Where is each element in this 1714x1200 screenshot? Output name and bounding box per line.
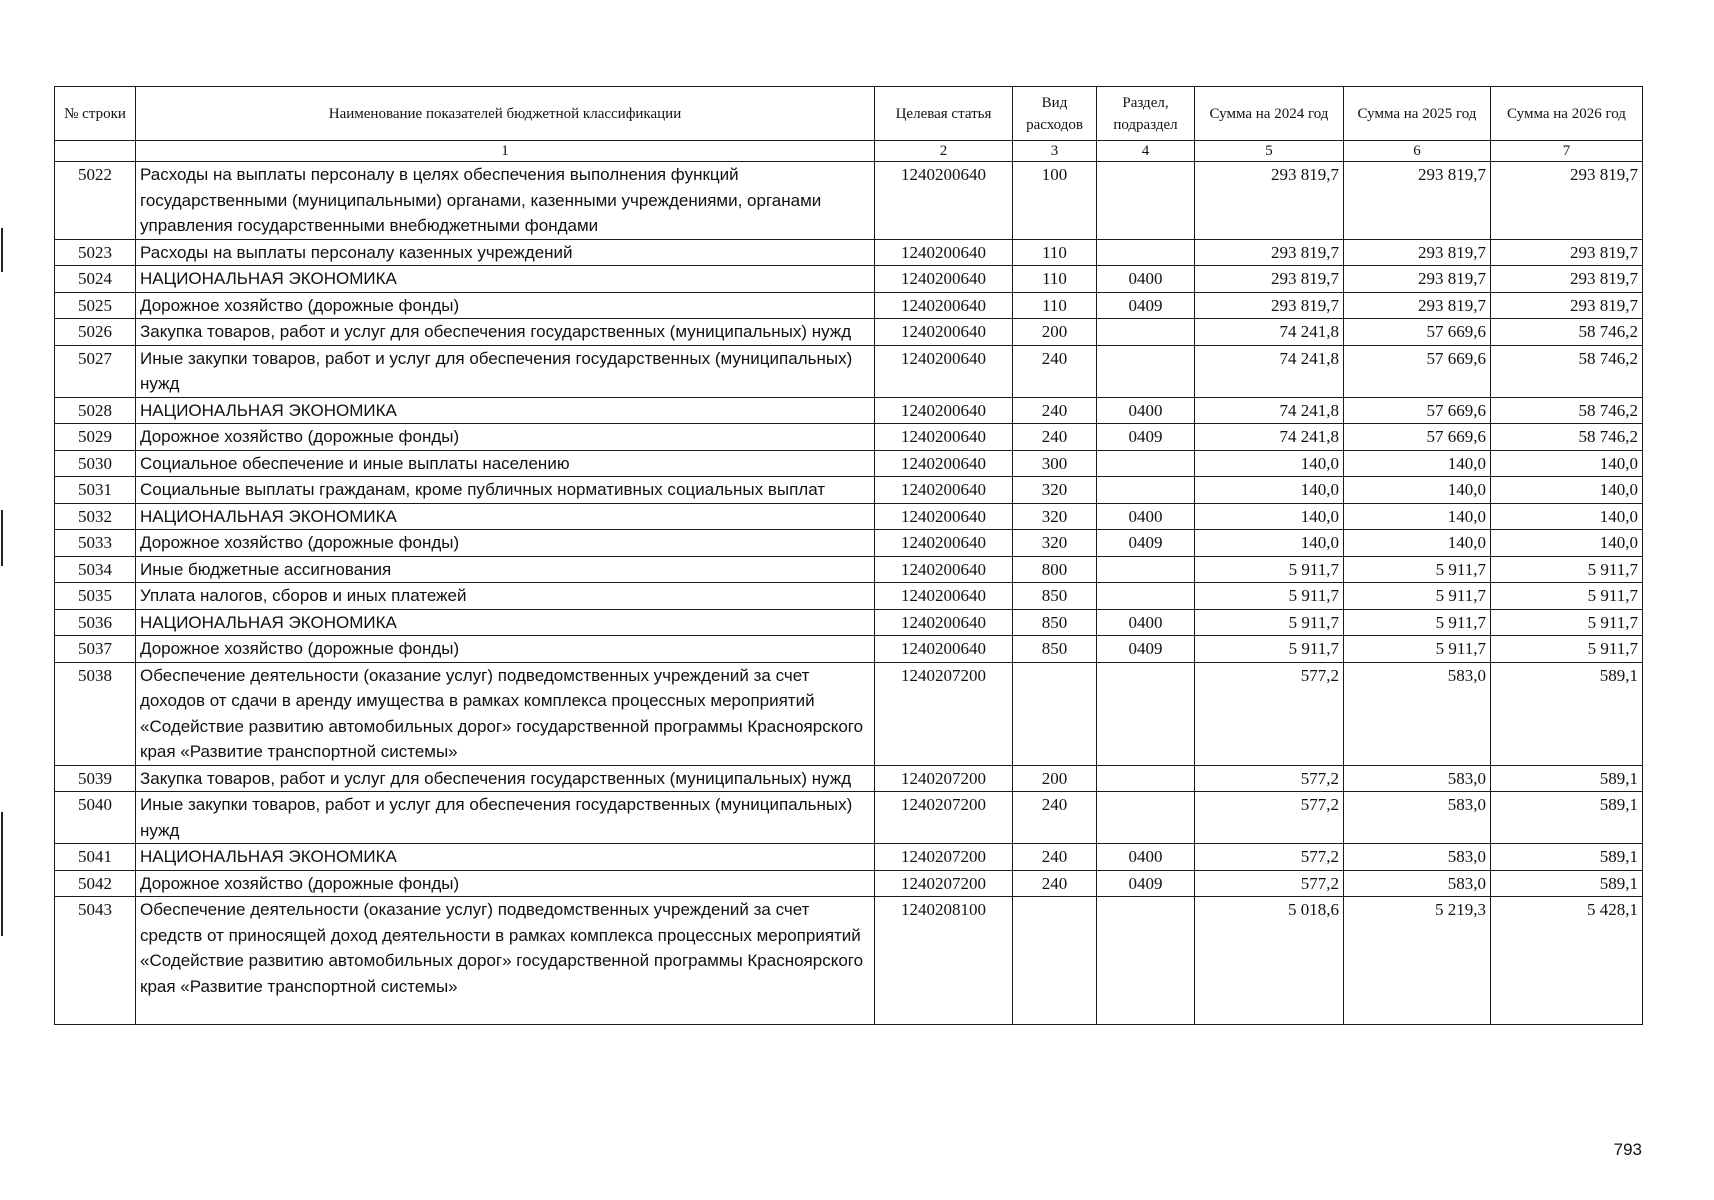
column-number-blank	[55, 141, 136, 162]
sum-2024-cell: 5 911,7	[1195, 556, 1344, 583]
column-number: 5	[1195, 141, 1344, 162]
sum-2025-cell: 583,0	[1344, 870, 1491, 897]
sum-2026-cell: 293 819,7	[1491, 162, 1643, 240]
table-row	[55, 897, 1643, 1025]
expense-kind-cell: 100	[1013, 162, 1097, 240]
sum-2026-cell: 589,1	[1491, 662, 1643, 765]
row-number-cell: 5034	[55, 556, 136, 583]
sum-2026-cell: 58 746,2	[1491, 397, 1643, 424]
sum-2024-cell: 577,2	[1195, 870, 1344, 897]
section-cell	[1097, 319, 1195, 346]
expense-kind-cell: 300	[1013, 450, 1097, 477]
expense-kind-cell: 320	[1013, 503, 1097, 530]
sum-2026-cell: 589,1	[1491, 765, 1643, 792]
expense-kind-cell: 240	[1013, 844, 1097, 871]
row-number-cell: 5027	[55, 345, 136, 397]
sum-2026-cell: 589,1	[1491, 792, 1643, 844]
expense-kind-cell: 850	[1013, 609, 1097, 636]
sum-2024-cell: 577,2	[1195, 765, 1344, 792]
table-header-row	[55, 87, 1643, 141]
sum-2025-cell: 140,0	[1344, 477, 1491, 504]
target-article-cell: 1240200640	[875, 530, 1013, 557]
target-article-cell: 1240200640	[875, 583, 1013, 610]
expense-kind-cell: 240	[1013, 345, 1097, 397]
expense-kind-cell: 110	[1013, 292, 1097, 319]
indicator-name-cell: Иные бюджетные ассигнования	[136, 556, 875, 583]
indicator-name-cell: Дорожное хозяйство (дорожные фонды)	[136, 424, 875, 451]
sum-2025-cell: 57 669,6	[1344, 397, 1491, 424]
section-cell	[1097, 662, 1195, 765]
sum-2024-cell: 293 819,7	[1195, 266, 1344, 293]
indicator-name-cell: Иные закупки товаров, работ и услуг для обеспечения государственных (муниципальных) нужд	[136, 792, 875, 844]
sum-2025-cell: 5 911,7	[1344, 609, 1491, 636]
target-article-cell: 1240200640	[875, 636, 1013, 663]
sum-2024-cell: 140,0	[1195, 477, 1344, 504]
table-row	[55, 292, 1643, 319]
section-cell: 0409	[1097, 636, 1195, 663]
target-article-cell: 1240200640	[875, 266, 1013, 293]
row-number-cell: 5036	[55, 609, 136, 636]
expense-kind-cell: 110	[1013, 239, 1097, 266]
column-number: 1	[136, 141, 875, 162]
sum-2026-cell: 5 911,7	[1491, 556, 1643, 583]
section-cell	[1097, 450, 1195, 477]
sum-2026-cell: 293 819,7	[1491, 239, 1643, 266]
table-row	[55, 266, 1643, 293]
sum-2025-cell: 140,0	[1344, 503, 1491, 530]
section-cell: 0400	[1097, 609, 1195, 636]
sum-2026-cell: 58 746,2	[1491, 345, 1643, 397]
sum-2024-cell: 140,0	[1195, 530, 1344, 557]
header-target-article: Целевая статья	[875, 87, 1013, 141]
sum-2026-cell: 589,1	[1491, 844, 1643, 871]
section-cell: 0400	[1097, 503, 1195, 530]
indicator-name-cell: Дорожное хозяйство (дорожные фонды)	[136, 292, 875, 319]
sum-2025-cell: 583,0	[1344, 844, 1491, 871]
header-row-number: № строки	[55, 87, 136, 141]
indicator-name-cell: Дорожное хозяйство (дорожные фонды)	[136, 636, 875, 663]
sum-2026-cell: 589,1	[1491, 870, 1643, 897]
section-cell	[1097, 162, 1195, 240]
sum-2024-cell: 74 241,8	[1195, 319, 1344, 346]
expense-kind-cell	[1013, 897, 1097, 1025]
row-number-cell: 5023	[55, 239, 136, 266]
sum-2024-cell: 577,2	[1195, 662, 1344, 765]
sum-2025-cell: 140,0	[1344, 530, 1491, 557]
sum-2026-cell: 140,0	[1491, 477, 1643, 504]
expense-kind-cell: 320	[1013, 477, 1097, 504]
indicator-name-cell: НАЦИОНАЛЬНАЯ ЭКОНОМИКА	[136, 503, 875, 530]
section-cell	[1097, 583, 1195, 610]
sum-2025-cell: 583,0	[1344, 792, 1491, 844]
section-cell: 0409	[1097, 292, 1195, 319]
row-number-cell: 5031	[55, 477, 136, 504]
sum-2024-cell: 293 819,7	[1195, 239, 1344, 266]
column-number: 7	[1491, 141, 1643, 162]
indicator-name-cell: Дорожное хозяйство (дорожные фонды)	[136, 530, 875, 557]
expense-kind-cell: 110	[1013, 266, 1097, 293]
sum-2025-cell: 5 911,7	[1344, 556, 1491, 583]
indicator-name-cell: Расходы на выплаты персоналу казенных учреждений	[136, 239, 875, 266]
sum-2024-cell: 5 911,7	[1195, 636, 1344, 663]
sum-2026-cell: 140,0	[1491, 503, 1643, 530]
expense-kind-cell: 850	[1013, 583, 1097, 610]
section-cell: 0400	[1097, 266, 1195, 293]
expense-kind-cell: 800	[1013, 556, 1097, 583]
section-cell	[1097, 345, 1195, 397]
table-row	[55, 450, 1643, 477]
row-number-cell: 5035	[55, 583, 136, 610]
scan-margin-mark	[1, 228, 3, 272]
sum-2025-cell: 583,0	[1344, 765, 1491, 792]
sum-2024-cell: 74 241,8	[1195, 345, 1344, 397]
table-row	[55, 556, 1643, 583]
sum-2025-cell: 293 819,7	[1344, 162, 1491, 240]
target-article-cell: 1240200640	[875, 319, 1013, 346]
section-cell: 0400	[1097, 844, 1195, 871]
table-row	[55, 609, 1643, 636]
column-number: 2	[875, 141, 1013, 162]
column-number: 4	[1097, 141, 1195, 162]
sum-2024-cell: 5 911,7	[1195, 583, 1344, 610]
expense-kind-cell: 200	[1013, 319, 1097, 346]
target-article-cell: 1240200640	[875, 397, 1013, 424]
section-cell: 0400	[1097, 397, 1195, 424]
table-row	[55, 345, 1643, 397]
row-number-cell: 5042	[55, 870, 136, 897]
table-row	[55, 844, 1643, 871]
section-cell: 0409	[1097, 424, 1195, 451]
header-sum-2024: Сумма на 2024 год	[1195, 87, 1344, 141]
row-number-cell: 5040	[55, 792, 136, 844]
row-number-cell: 5026	[55, 319, 136, 346]
indicator-name-cell: НАЦИОНАЛЬНАЯ ЭКОНОМИКА	[136, 266, 875, 293]
target-article-cell: 1240200640	[875, 556, 1013, 583]
sum-2025-cell: 293 819,7	[1344, 292, 1491, 319]
indicator-name-cell: Уплата налогов, сборов и иных платежей	[136, 583, 875, 610]
table-row	[55, 792, 1643, 844]
section-cell	[1097, 556, 1195, 583]
sum-2025-cell: 293 819,7	[1344, 266, 1491, 293]
sum-2024-cell: 140,0	[1195, 450, 1344, 477]
row-number-cell: 5039	[55, 765, 136, 792]
target-article-cell: 1240200640	[875, 424, 1013, 451]
sum-2026-cell: 5 911,7	[1491, 636, 1643, 663]
section-cell	[1097, 897, 1195, 1025]
header-sum-2026: Сумма на 2026 год	[1491, 87, 1643, 141]
sum-2024-cell: 293 819,7	[1195, 162, 1344, 240]
header-section: Раздел, подраздел	[1097, 87, 1195, 141]
scan-margin-mark	[1, 510, 3, 566]
indicator-name-cell: Социальные выплаты гражданам, кроме публичных нормативных социальных выплат	[136, 477, 875, 504]
section-cell	[1097, 239, 1195, 266]
table-row	[55, 239, 1643, 266]
table-row	[55, 530, 1643, 557]
row-number-cell: 5025	[55, 292, 136, 319]
scan-margin-mark	[1, 812, 3, 936]
indicator-name-cell: Расходы на выплаты персоналу в целях обеспечения выполнения функций государственными (муниципальными) органами, казенными учреждениями, органами управления государственными внебюджетными фондами	[136, 162, 875, 240]
indicator-name-cell: Закупка товаров, работ и услуг для обеспечения государственных (муниципальных) нужд	[136, 319, 875, 346]
expense-kind-cell: 240	[1013, 424, 1097, 451]
column-number-row	[55, 141, 1643, 162]
target-article-cell: 1240200640	[875, 292, 1013, 319]
column-number: 6	[1344, 141, 1491, 162]
indicator-name-cell: Иные закупки товаров, работ и услуг для обеспечения государственных (муниципальных) нужд	[136, 345, 875, 397]
indicator-name-cell: НАЦИОНАЛЬНАЯ ЭКОНОМИКА	[136, 609, 875, 636]
row-number-cell: 5041	[55, 844, 136, 871]
section-cell	[1097, 477, 1195, 504]
sum-2026-cell: 5 911,7	[1491, 583, 1643, 610]
sum-2025-cell: 57 669,6	[1344, 424, 1491, 451]
row-number-cell: 5024	[55, 266, 136, 293]
sum-2025-cell: 5 911,7	[1344, 583, 1491, 610]
sum-2026-cell: 5 428,1	[1491, 897, 1643, 1025]
table-body	[55, 162, 1643, 1025]
row-number-cell: 5028	[55, 397, 136, 424]
target-article-cell: 1240200640	[875, 477, 1013, 504]
table-row	[55, 319, 1643, 346]
section-cell: 0409	[1097, 870, 1195, 897]
sum-2025-cell: 293 819,7	[1344, 239, 1491, 266]
sum-2024-cell: 74 241,8	[1195, 424, 1344, 451]
expense-kind-cell: 200	[1013, 765, 1097, 792]
target-article-cell: 1240207200	[875, 792, 1013, 844]
sum-2025-cell: 57 669,6	[1344, 345, 1491, 397]
target-article-cell: 1240200640	[875, 503, 1013, 530]
sum-2026-cell: 140,0	[1491, 450, 1643, 477]
table-row	[55, 583, 1643, 610]
indicator-name-cell: Обеспечение деятельности (оказание услуг) подведомственных учреждений за счет доходов от сдачи в аренду имущества в рамках комплекса процессных мероприятий «Содействие развитию автомобильных дорог» государственной программы Красноярского края «Развитие транспортной системы»	[136, 662, 875, 765]
table-row	[55, 636, 1643, 663]
sum-2024-cell: 5 018,6	[1195, 897, 1344, 1025]
section-cell: 0409	[1097, 530, 1195, 557]
target-article-cell: 1240207200	[875, 844, 1013, 871]
row-number-cell: 5038	[55, 662, 136, 765]
indicator-name-cell: Дорожное хозяйство (дорожные фонды)	[136, 870, 875, 897]
target-article-cell: 1240200640	[875, 239, 1013, 266]
indicator-name-cell: Закупка товаров, работ и услуг для обеспечения государственных (муниципальных) нужд	[136, 765, 875, 792]
target-article-cell: 1240200640	[875, 450, 1013, 477]
sum-2024-cell: 140,0	[1195, 503, 1344, 530]
target-article-cell: 1240200640	[875, 609, 1013, 636]
table-row	[55, 477, 1643, 504]
sum-2025-cell: 5 911,7	[1344, 636, 1491, 663]
sum-2025-cell: 5 219,3	[1344, 897, 1491, 1025]
header-sum-2025: Сумма на 2025 год	[1344, 87, 1491, 141]
sum-2025-cell: 57 669,6	[1344, 319, 1491, 346]
sum-2025-cell: 140,0	[1344, 450, 1491, 477]
sum-2026-cell: 293 819,7	[1491, 266, 1643, 293]
sum-2025-cell: 583,0	[1344, 662, 1491, 765]
expense-kind-cell: 240	[1013, 870, 1097, 897]
sum-2024-cell: 74 241,8	[1195, 397, 1344, 424]
expense-kind-cell: 850	[1013, 636, 1097, 663]
row-number-cell: 5043	[55, 897, 136, 1025]
row-number-cell: 5022	[55, 162, 136, 240]
row-number-cell: 5033	[55, 530, 136, 557]
expense-kind-cell	[1013, 662, 1097, 765]
sum-2026-cell: 5 911,7	[1491, 609, 1643, 636]
table-row	[55, 662, 1643, 765]
section-cell	[1097, 792, 1195, 844]
expense-kind-cell: 240	[1013, 397, 1097, 424]
sum-2026-cell: 140,0	[1491, 530, 1643, 557]
table-row	[55, 870, 1643, 897]
indicator-name-cell: НАЦИОНАЛЬНАЯ ЭКОНОМИКА	[136, 397, 875, 424]
expense-kind-cell: 320	[1013, 530, 1097, 557]
header-expense-kind: Вид расходов	[1013, 87, 1097, 141]
expense-kind-cell: 240	[1013, 792, 1097, 844]
sum-2024-cell: 5 911,7	[1195, 609, 1344, 636]
target-article-cell: 1240207200	[875, 765, 1013, 792]
table-row	[55, 503, 1643, 530]
header-indicator-name: Наименование показателей бюджетной классификации	[136, 87, 875, 141]
section-cell	[1097, 765, 1195, 792]
indicator-name-cell: НАЦИОНАЛЬНАЯ ЭКОНОМИКА	[136, 844, 875, 871]
sum-2024-cell: 293 819,7	[1195, 292, 1344, 319]
target-article-cell: 1240200640	[875, 345, 1013, 397]
target-article-cell: 1240200640	[875, 162, 1013, 240]
target-article-cell: 1240207200	[875, 870, 1013, 897]
table-row	[55, 162, 1643, 240]
table-row	[55, 424, 1643, 451]
row-number-cell: 5030	[55, 450, 136, 477]
page-number: 793	[1613, 1140, 1642, 1159]
row-number-cell: 5037	[55, 636, 136, 663]
budget-classification-table	[54, 86, 1643, 1025]
sum-2026-cell: 58 746,2	[1491, 319, 1643, 346]
table-row	[55, 765, 1643, 792]
sum-2024-cell: 577,2	[1195, 792, 1344, 844]
target-article-cell: 1240208100	[875, 897, 1013, 1025]
sum-2026-cell: 58 746,2	[1491, 424, 1643, 451]
row-number-cell: 5032	[55, 503, 136, 530]
sum-2026-cell: 293 819,7	[1491, 292, 1643, 319]
sum-2024-cell: 577,2	[1195, 844, 1344, 871]
column-number: 3	[1013, 141, 1097, 162]
row-number-cell: 5029	[55, 424, 136, 451]
indicator-name-cell: Социальное обеспечение и иные выплаты населению	[136, 450, 875, 477]
indicator-name-cell: Обеспечение деятельности (оказание услуг) подведомственных учреждений за счет средств от приносящей доход деятельности в рамках комплекса процессных мероприятий «Содействие развитию автомобильных дорог» государственной программы Красноярского края «Развитие транспортной системы»	[136, 897, 875, 1025]
target-article-cell: 1240207200	[875, 662, 1013, 765]
table-row	[55, 397, 1643, 424]
